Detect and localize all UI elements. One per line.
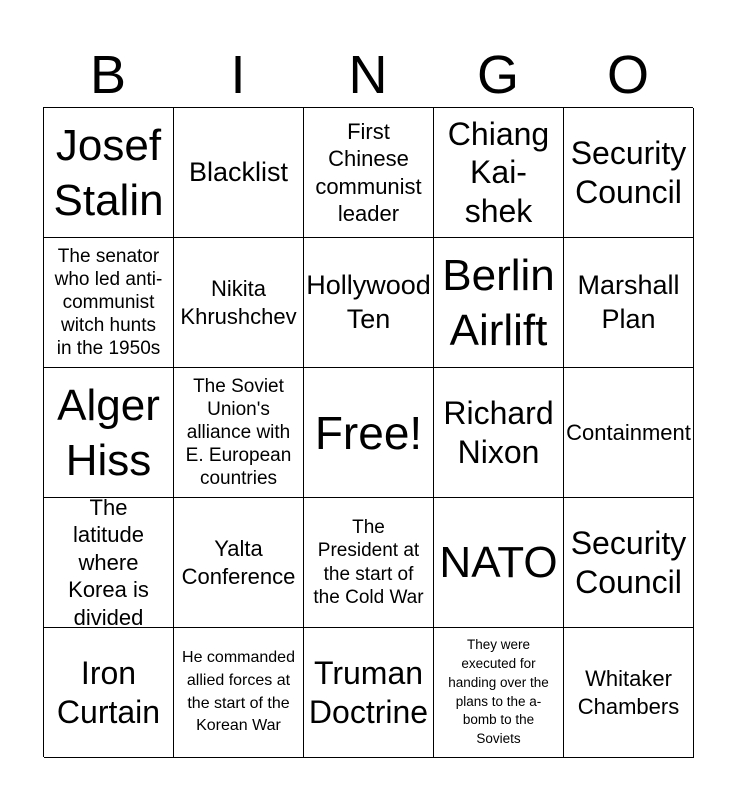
cell-text: Josef Stalin <box>53 120 164 225</box>
bingo-cell[interactable] <box>44 108 174 238</box>
free-space-cell[interactable] <box>304 368 434 498</box>
bingo-cell[interactable] <box>174 108 304 238</box>
free-space-label: Free! <box>314 406 423 459</box>
cell-text: The Soviet Union's alliance with E. European countries <box>185 375 292 490</box>
cell-text: Yalta Conference <box>181 536 296 589</box>
cell-text: He commanded allied forces at the start of the Korean War <box>182 649 295 735</box>
bingo-cell[interactable] <box>564 238 694 368</box>
bingo-cell[interactable] <box>434 108 564 238</box>
bingo-cell[interactable] <box>44 368 174 498</box>
cell-text: They were executed for handing over the plans to the a-bomb to the Soviets <box>448 636 549 747</box>
cell-text: Richard Nixon <box>443 395 554 470</box>
cell-text: Whitaker Chambers <box>577 666 680 719</box>
header-letter-i: I <box>230 45 246 105</box>
cell-text: First Chinese communist leader <box>315 118 422 226</box>
header-letter-n: N <box>348 45 388 105</box>
cell-text: Alger Hiss <box>57 380 160 485</box>
header-letter-o: O <box>606 45 649 105</box>
bingo-cell[interactable] <box>304 628 434 758</box>
cell-text: The latitude where Korea is divided <box>68 498 149 628</box>
cell-text: Chiang Kai-shek <box>447 115 550 229</box>
cell-text: Berlin Airlift <box>442 250 555 355</box>
cell-text: Blacklist <box>188 156 289 187</box>
cell-text: Hollywood Ten <box>306 269 431 334</box>
cell-text: The President at the start of the Cold War <box>313 517 424 608</box>
cell-text: Iron Curtain <box>56 655 161 730</box>
bingo-cell[interactable] <box>564 498 694 628</box>
bingo-grid <box>43 107 693 757</box>
bingo-cell[interactable] <box>174 368 304 498</box>
bingo-cell[interactable] <box>44 628 174 758</box>
bingo-cell[interactable] <box>304 108 434 238</box>
bingo-cell[interactable] <box>434 628 564 758</box>
bingo-cell[interactable] <box>434 368 564 498</box>
bingo-cell[interactable] <box>44 238 174 368</box>
bingo-cell[interactable] <box>174 628 304 758</box>
cell-text: Security Council <box>570 525 687 600</box>
bingo-cell[interactable] <box>174 238 304 368</box>
header-letter-b: B <box>89 45 127 105</box>
cell-text: Containment <box>566 419 691 445</box>
bingo-cell[interactable] <box>564 628 694 758</box>
cell-text: Nikita Khrushchev <box>180 276 297 329</box>
cell-text: Marshall Plan <box>577 269 680 334</box>
header-letter-g: G <box>476 45 519 105</box>
bingo-header <box>43 44 693 106</box>
bingo-cell[interactable] <box>304 498 434 628</box>
cell-text: The senator who led anti-communist witch hunts in the 1950s <box>54 245 163 360</box>
bingo-cell[interactable] <box>564 108 694 238</box>
bingo-cell[interactable] <box>434 498 564 628</box>
cell-text: Truman Doctrine <box>308 655 429 730</box>
bingo-cell[interactable] <box>44 498 174 628</box>
bingo-cell[interactable] <box>434 238 564 368</box>
bingo-cell[interactable] <box>304 238 434 368</box>
bingo-cell[interactable] <box>174 498 304 628</box>
cell-text: Security Council <box>570 135 687 210</box>
bingo-cell[interactable] <box>564 368 694 498</box>
cell-text: NATO <box>439 538 558 587</box>
